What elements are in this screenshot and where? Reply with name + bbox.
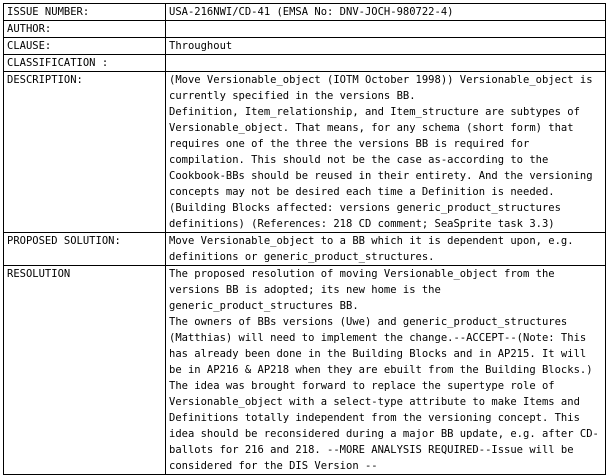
- row-proposed-solution: [4, 233, 606, 266]
- row-issue-number: [4, 4, 606, 21]
- row-description: [4, 72, 606, 233]
- clause-label: CLAUSE:: [4, 38, 166, 55]
- resolution-value: [166, 266, 606, 475]
- row-resolution: [4, 266, 606, 475]
- resolution-label: RESOLUTION: [4, 266, 166, 475]
- description-value: [166, 72, 606, 233]
- clause-value: Throughout: [166, 38, 606, 55]
- classification-value: [166, 55, 606, 72]
- issue-number-label: ISSUE NUMBER:: [4, 4, 166, 21]
- row-clause: [4, 38, 606, 55]
- resolution-paragraph: The owners of BBs versions (Uwe) and generic_product_structures (Matthias) will need to implement the change.--ACCEPT--(Note: This has already been done in the Building Blocks and in AP215. It will be in AP216 & AP218 when they are ebuilt from the Building Blocks.): [169, 316, 593, 376]
- description-paragraph: (Move Versionable_object (IOTM October 1998)) Versionable_object is currently specified in the versions BB.: [169, 74, 593, 102]
- author-label: AUTHOR:: [4, 21, 166, 38]
- issue-table: [3, 3, 606, 475]
- issue-document: [3, 3, 605, 475]
- resolution-paragraph: The proposed resolution of moving Versionable_object from the versions BB is adopted; its new home is the generic_product_structures BB.: [169, 268, 555, 312]
- issue-number-value: USA-216NWI/CD-41 (EMSA No: DNV-JOCH-980722-4): [166, 4, 606, 21]
- classification-label: CLASSIFICATION :: [4, 55, 166, 72]
- proposed-solution-label: PROPOSED SOLUTION:: [4, 233, 166, 266]
- row-author: [4, 21, 606, 38]
- row-classification: [4, 55, 606, 72]
- description-label: DESCRIPTION:: [4, 72, 166, 233]
- description-paragraph: Definition, Item_relationship, and Item_structure are subtypes of Versionable_object. That means, for any schema (short form) that requires one of the three the versions BB is required for compilation. This should not be the case as-according to the Cookbook-BBs should be reused in their entirety. And the versioning concepts may not be desired each time a Definition is needed. (Building Blocks affected: versions generic_product_structures definitions) (References: 218 CD comment; SeaSprite task 3.3): [169, 106, 593, 230]
- author-value: [166, 21, 606, 38]
- resolution-paragraph: The idea was brought forward to replace the supertype role of Versionable_object with a select-type attribute to make Items and Definitions totally independent from the versioning concept. This idea should be reconsidered during a major BB update, e.g. after CD-ballots for 216 and 218. --MORE ANALYSIS REQUIRED--Issue will be considered for the DIS Version --: [169, 380, 599, 472]
- proposed-solution-value: Move Versionable_object to a BB which it is dependent upon, e.g. definitions or generic_product_structures.: [166, 233, 606, 266]
